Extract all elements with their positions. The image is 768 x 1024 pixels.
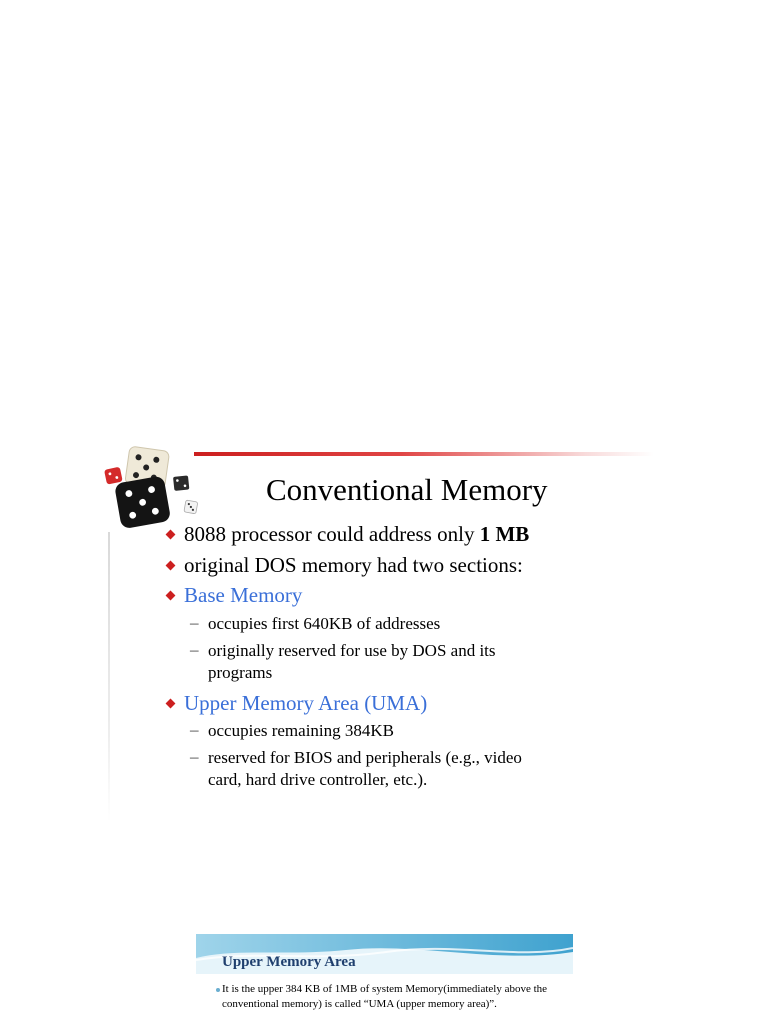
sub-bullet-dash: – — [190, 747, 199, 766]
slide2-body-text: It is the upper 384 KB of 1MB of system Memory(immediately above the conventional memory) is called “UMA (upper memory area)”. — [222, 983, 548, 1010]
sub-bullet-item-continuation: programs — [208, 663, 273, 682]
bullet-item: 8088 processor could address only 1 MB — [184, 522, 530, 546]
sub-bullet-dash: – — [190, 613, 199, 632]
sub-bullet-dash: – — [190, 640, 199, 659]
sub-bullet-item: originally reserved for use by DOS and its — [208, 641, 496, 660]
bullet-diamond-icon — [166, 699, 176, 709]
slide2-title: Upper Memory Area — [222, 954, 356, 970]
bullet-diamond-icon — [166, 591, 176, 601]
side-accent-rule — [108, 532, 110, 822]
sub-bullet-dash: – — [190, 720, 199, 739]
sub-bullet-item: reserved for BIOS and peripherals (e.g., video — [208, 748, 522, 767]
top-accent-rule — [194, 452, 654, 456]
sub-bullet-item: occupies remaining 384KB — [208, 721, 395, 740]
slide-upper-memory-area — [196, 934, 573, 1024]
bullet-diamond-icon — [166, 561, 176, 571]
bullet-heading-uma: Upper Memory Area (UMA) — [184, 691, 428, 715]
sub-bullet-item-continuation: card, hard drive controller, etc.). — [208, 770, 428, 789]
bullet-heading-base-memory: Base Memory — [184, 583, 303, 607]
bullet-item: original DOS memory had two sections: — [184, 553, 523, 577]
bullet-dot-icon — [216, 988, 220, 992]
slide-title: Conventional Memory — [266, 472, 548, 507]
slide-conventional-memory — [96, 436, 656, 816]
sub-bullet-item: occupies first 640KB of addresses — [208, 614, 441, 633]
